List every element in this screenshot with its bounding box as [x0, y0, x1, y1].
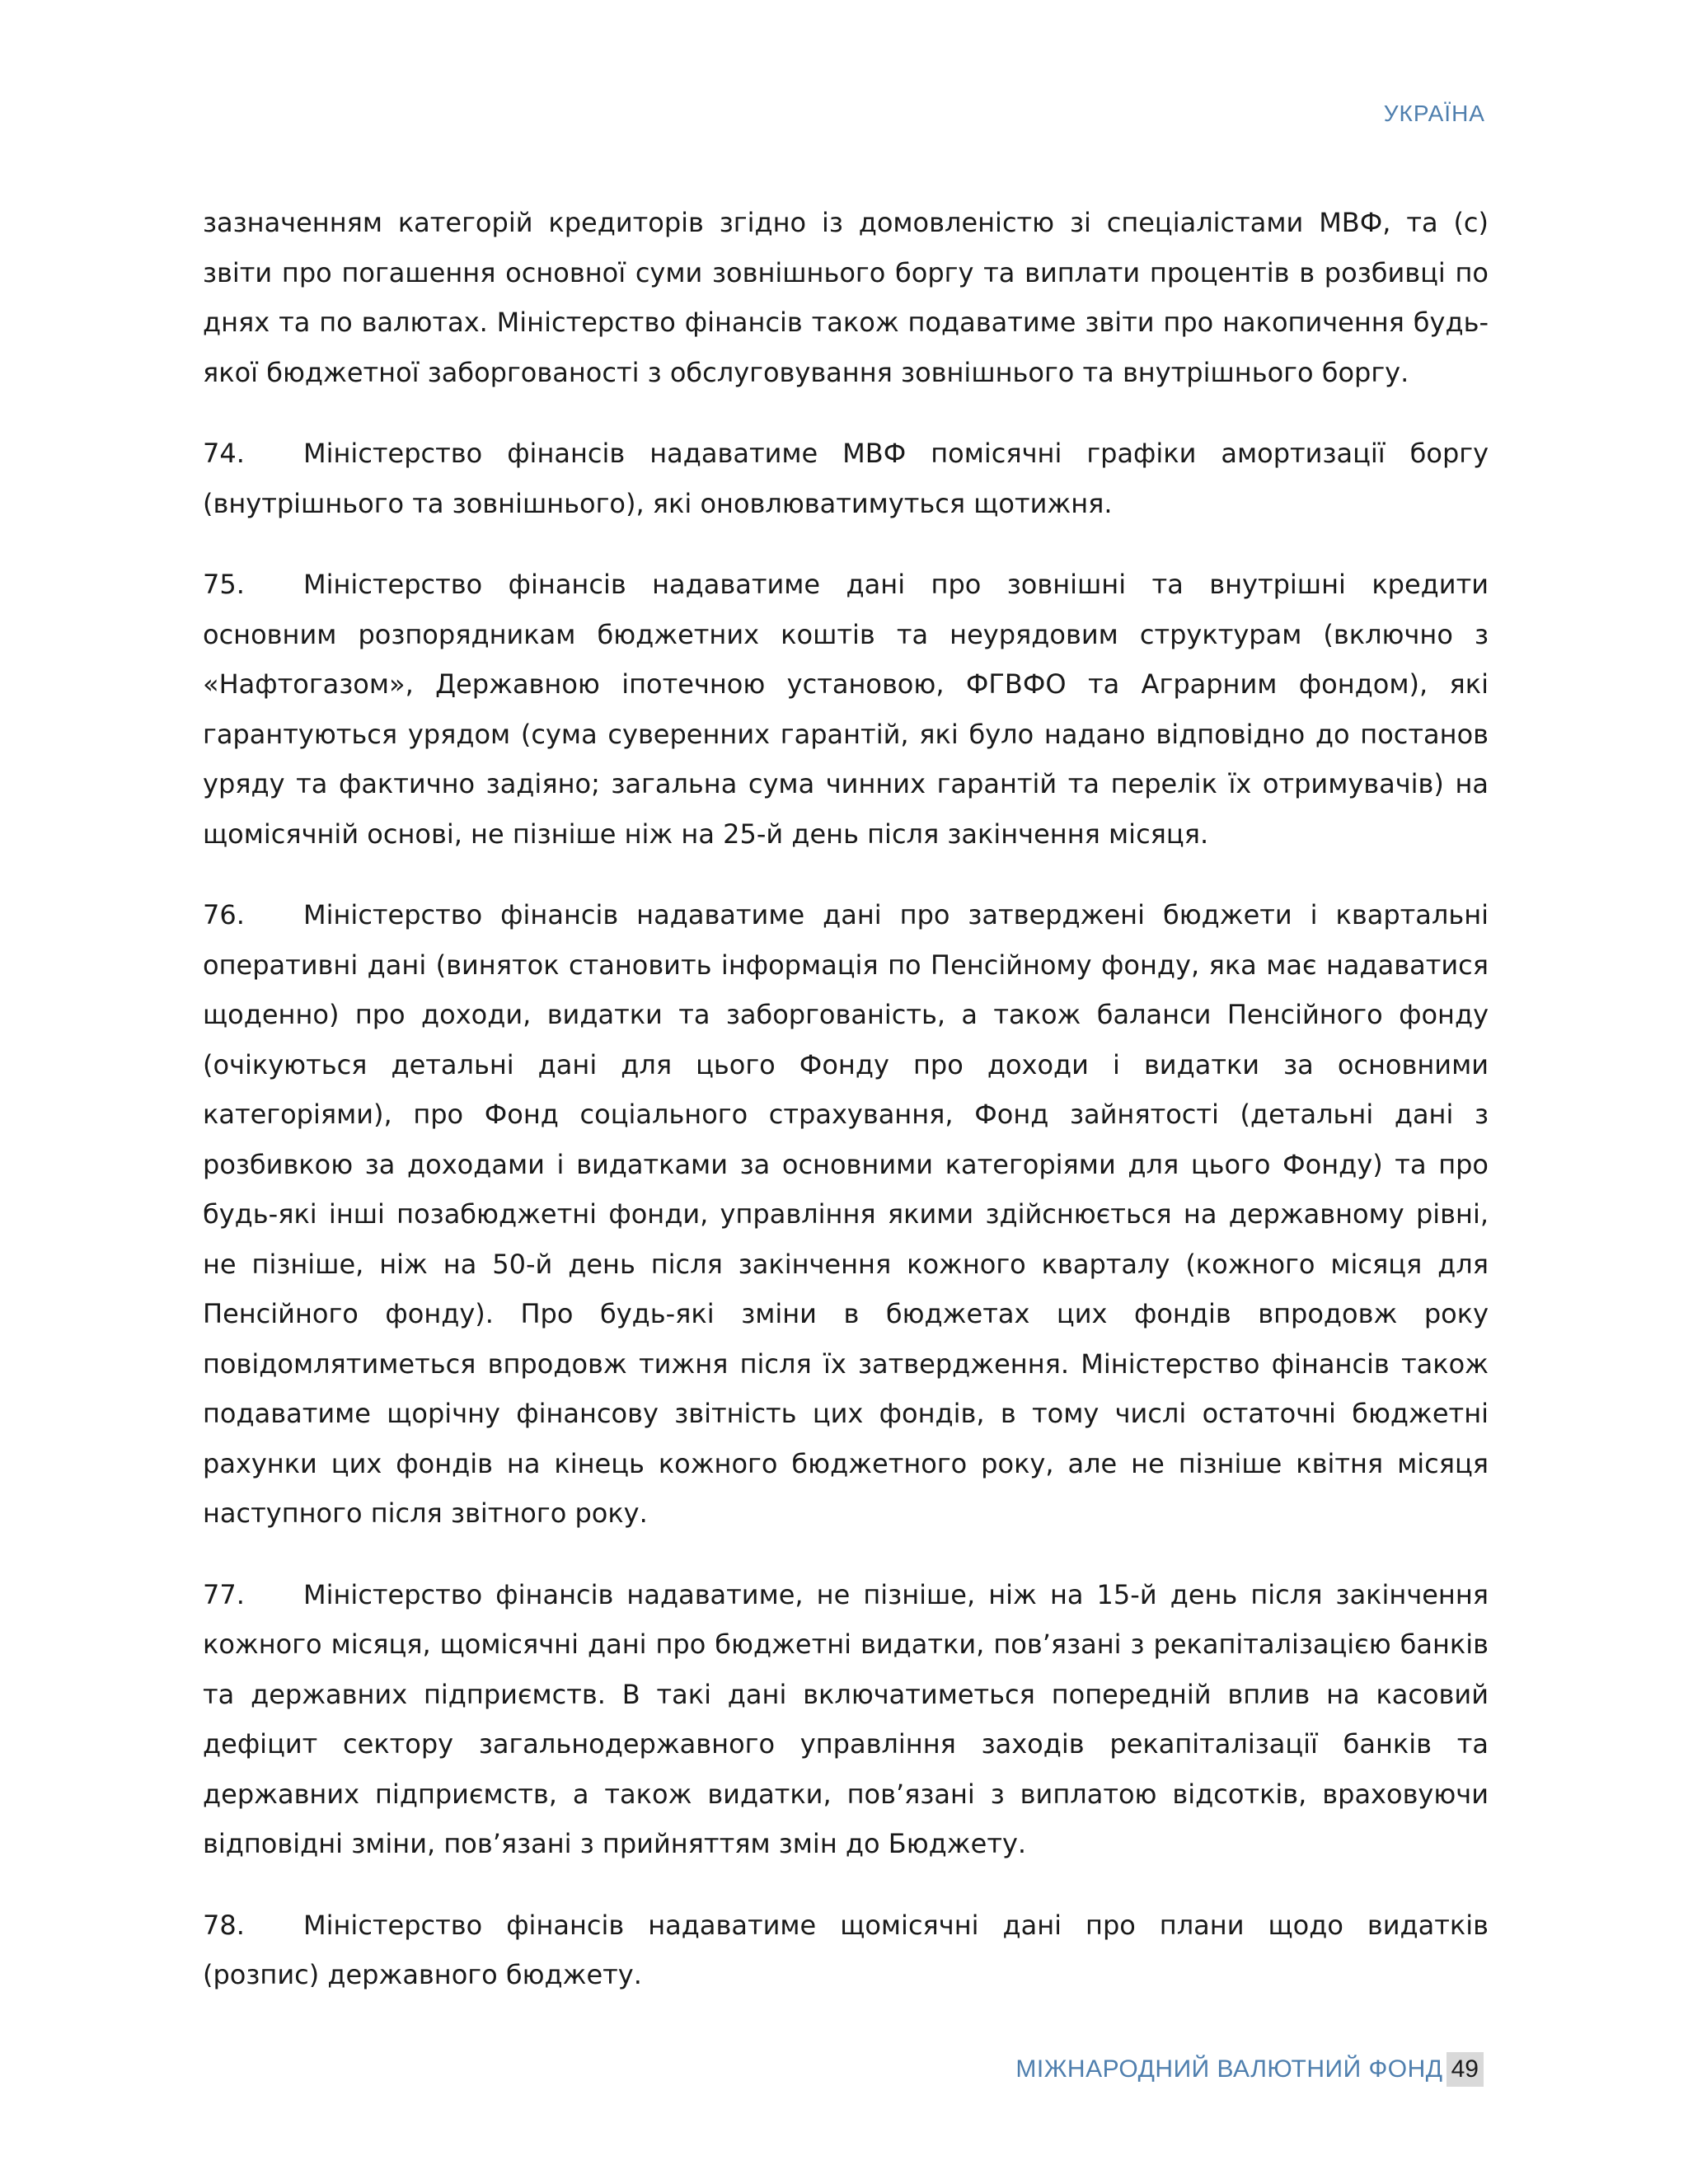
paragraph-text: Міністерство фінансів надаватиме щомісячні дані про плани щодо видатків (розпис) державного бюджету. [203, 1909, 1489, 1990]
paragraph-number: 75. [203, 569, 245, 600]
paragraph-75 [203, 560, 1489, 859]
page-footer [1015, 2052, 1484, 2087]
paragraph-text: Міністерство фінансів надаватиме, не пізніше, ніж на 15-й день після закінчення кожного місяця, щомісячні дані про бюджетні видатки, пов’язані з рекапіталізацією банків та державних підприємств. В такі дані включатиметься попередній вплив на касовий дефіцит сектору загальнодержавного управління заходів рекапіталізації банків та державних підприємств, а також видатки, пов’язані з виплатою відсотків, враховуючи відповідні зміни, пов’язані з прийняттям змін до Бюджету. [203, 1578, 1489, 1859]
paragraph-text: Міністерство фінансів надаватиме дані про затверджені бюджети і квартальні оперативні дані (виняток становить інформація по Пенсійному фонду, яка має надаватися щоденно) про доходи, видатки та заборгованість, а також баланси Пенсійного фонду (очікуються детальні дані для цього Фонду про доходи і видатки за основними категоріями), про Фонд соціального страхування, Фонд зайнятості (детальні дані з розбивкою за доходами і видатками за основними категоріями для цього Фонду) та про будь-які інші позабюджетні фонди, управління якими здійснюється на державному рівні, не пізніше, ніж на 50-й день після закінчення кожного кварталу (кожного місяця для Пенсійного фонду). Про будь-які зміни в бюджетах цих фондів впродовж року повідомлятиметься впродовж тижня після їх затвердження. Міністерство фінансів також подаватиме щорічну фінансову звітність цих фондів, в тому числі остаточні бюджетні рахунки цих фондів на кінець кожного бюджетного року, але не пізніше квітня місяця наступного після звітного року. [203, 899, 1489, 1529]
paragraph-74 [203, 429, 1489, 528]
paragraph-78 [203, 1900, 1489, 2000]
footer-organization: МІЖНАРОДНИЙ ВАЛЮТНИЙ ФОНД [1015, 2055, 1443, 2083]
paragraph-number: 78. [203, 1909, 245, 1941]
paragraph-number: 77. [203, 1578, 245, 1610]
paragraph-77 [203, 1570, 1489, 1869]
paragraph-number: 74. [203, 438, 245, 469]
page-number: 49 [1447, 2052, 1484, 2087]
paragraph-number: 76. [203, 899, 245, 930]
paragraph-continuation [203, 198, 1489, 397]
paragraph-text: зазначенням категорій кредиторів згідно із домовленістю зі спеціалістами МВФ, та (c) звіти про погашення основної суми зовнішнього боргу та виплати процентів в розбивці по днях та по валютах. Міністерство фінансів також подаватиме звіти про накопичення будь-якої бюджетної заборгованості з обслуговування зовнішнього та внутрішнього боргу. [203, 207, 1489, 388]
paragraph-text: Міністерство фінансів надаватиме МВФ помісячні графіки амортизації боргу (внутрішнього та зовнішнього), які оновлюватимуться щотижня. [203, 438, 1489, 519]
paragraph-76 [203, 890, 1489, 1539]
paragraph-text: Міністерство фінансів надаватиме дані про зовнішні та внутрішні кредити основним розпорядникам бюджетних коштів та неурядовим структурам (включно з «Нафтогазом», Державною іпотечною установою, ФГВФО та Аграрним фондом), які гарантуються урядом (сума суверенних гарантій, які було надано відповідно до постанов уряду та фактично задіяно; загальна сума чинних гарантій та перелік їх отримувачів) на щомісячній основі, не пізніше ніж на 25-й день після закінчення місяця. [203, 569, 1489, 850]
page-header: УКРАЇНА [1383, 101, 1485, 126]
document-body [203, 198, 1489, 2032]
